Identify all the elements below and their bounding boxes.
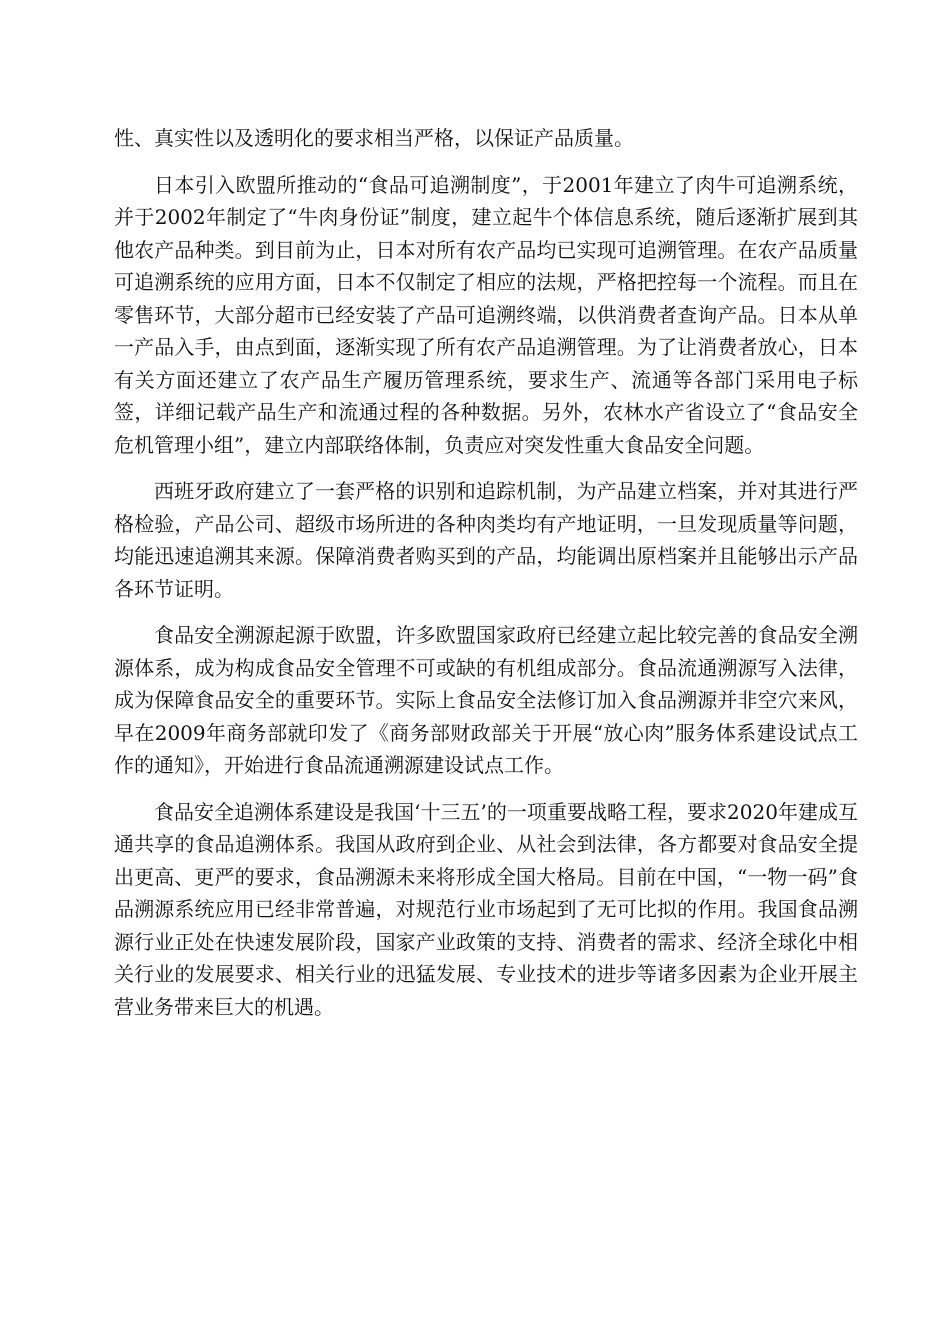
paragraph-japan-traceability: 日本引入欧盟所推动的“食品可追溯制度”，于2001年建立了肉牛可追溯系统，并于2002年制定了“牛肉身份证”制度，建立起牛个体信息系统，随后逐渐扩展到其他农产品种类。到目前为止，日本对所有农产品均已实现可追溯管理。在农产品质量可追溯系统的应用方面，日本不仅制定了相应的法规，严格把控每一个流程。而且在零售环节，大部分超市已经安装了产品可追溯终端，以供消费者查询产品。日本从单一产品入手，由点到面，逐渐实现了所有农产品追溯管理。为了让消费者放心，日本有关方面还建立了农产品生产履历管理系统，要求生产、流通等各部门采用电子标签，详细记载产品生产和流通过程的各种数据。另外，农林水产省设立了“食品安全危机管理小组”，建立内部联络体制，负责应对突发性重大食品安全问题。 [114,172,858,457]
paragraph-continuation: 性、真实性以及透明化的要求相当严格，以保证产品质量。 [114,126,634,150]
paragraph-spain-traceability: 西班牙政府建立了一套严格的识别和追踪机制，为产品建立档案，并对其进行严格检验，产品公司、超级市场所进的各种肉类均有产地证明，一旦发现质量等问题，均能迅速追溯其来源。保障消费者购买到的产品，均能调出原档案并且能够出示产品各环节证明。 [114,479,858,601]
paragraph-eu-origin: 食品安全溯源起源于欧盟，许多欧盟国家政府已经建立起比较完善的食品安全溯源体系，成为构成食品安全管理不可或缺的有机组成部分。食品流通溯源写入法律，成为保障食品安全的重要环节。实际上食品安全法修订加入食品溯源并非空穴来风，早在2009年商务部就印发了《商务部财政部关于开展“放心肉”服务体系建设试点工作的通知》，开始进行食品流通溯源建设试点工作。 [114,623,858,777]
paragraph-china-traceability: 食品安全追溯体系建设是我国‘十三五’的一项重要战略工程，要求2020年建成互通共享的食品追溯体系。我国从政府到企业、从社会到法律，各方都要对食品安全提出更高、更严的要求，食品溯源未来将形成全国大格局。目前在中国，“一物一码”食品溯源系统应用已经非常普遍，对规范行业市场起到了无可比拟的作用。我国食品溯源行业正处在快速发展阶段，国家产业政策的支持、消费者的需求、经济全球化中相关行业的发展要求、相关行业的迅猛发展、专业技术的进步等诸多因素为企业开展主营业务带来巨大的机遇。 [114,799,858,1019]
document-body [114,122,858,1023]
